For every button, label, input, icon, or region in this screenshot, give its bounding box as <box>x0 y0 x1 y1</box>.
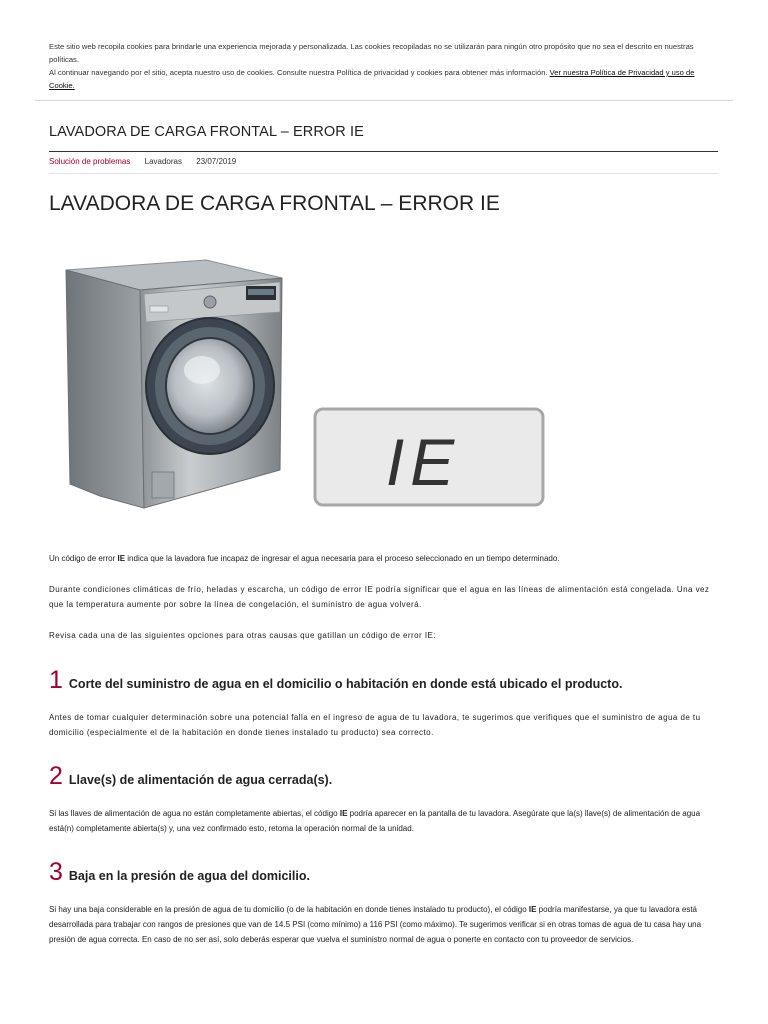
step-3-number: 3 <box>49 858 63 886</box>
step-2-heading-row <box>49 764 332 789</box>
step-2-number: 2 <box>49 762 63 790</box>
step-3-heading: Baja en la presión de agua del domicilio. <box>68 869 310 883</box>
cookie-text-2-body: Al continuar navegando por el sitio, acepta nuestro uso de cookies. Consulte nuestra Política de privacidad y cookies para obtener más información. <box>49 68 548 77</box>
causes-paragraph: Revisa cada una de las siguientes opciones para otras causas que gatillan un código de error IE: <box>49 631 436 640</box>
intro-paragraph <box>49 551 717 566</box>
step-2-text-before: Si las llaves de alimentación de agua no están completamente abiertas, el código <box>49 809 340 818</box>
article-meta <box>49 156 248 168</box>
washer-image <box>60 258 292 514</box>
step-1-heading: Corte del suministro de agua en el domicilio o habitación en donde está ubicado el producto. <box>68 677 623 691</box>
cookie-text-2 <box>49 66 709 92</box>
privacy-policy-link[interactable]: Ver nuestra Política de Privacidad y uso de Cookie. <box>49 68 695 90</box>
intro-code: IE <box>117 554 126 563</box>
step-2-heading: Llave(s) de alimentación de agua cerrada(s). <box>68 773 333 787</box>
step-2-text-after: podría aparecer en la pantalla de tu lavadora. Asegúrate que la(s) llave(s) de alimentación de agua está(n) completamente abierta(s) y, una vez confirmado esto, retoma la operación normal de la unidad. <box>49 809 701 833</box>
category-link[interactable]: Solución de problemas <box>49 157 131 166</box>
step-2-code: IE <box>339 809 348 818</box>
intro-text-before: Un código de error <box>49 554 118 563</box>
step-3-text <box>49 902 717 947</box>
cookie-text-1: Este sitio web recopila cookies para brindarle una experiencia mejorada y personalizada. Las cookies recopiladas no se utilizarán para ningún otro propósito que no sea el descrito en nuestras políticas. <box>49 42 694 64</box>
cookie-divider <box>35 100 733 101</box>
error-display-image <box>313 407 545 507</box>
frost-paragraph: Durante condiciones climáticas de frío, heladas y escarcha, un código de error IE podría significar que el agua en las líneas de alimentación está congelada. Una vez que la temperatura aumente por sobre la línea de congelación, el suministro de agua volverá. <box>49 585 710 609</box>
subcategory-link[interactable]: Lavadoras <box>144 157 182 166</box>
meta-divider <box>49 173 718 174</box>
article-title: LAVADORA DE CARGA FRONTAL – ERROR IE <box>49 192 500 215</box>
display-code: IE <box>385 425 461 499</box>
step-1-text: Antes de tomar cualquier determinación sobre una potencial falla en el ingreso de agua de tu lavadora, te sugerimos que verifiques que el suministro de agua de tu domicilio (especialmente el de la habitación en donde tienes instalado tu producto) sea correcto. <box>49 713 701 737</box>
step-1-heading-row <box>49 668 622 693</box>
page-header-title: LAVADORA DE CARGA FRONTAL – ERROR IE <box>49 124 364 140</box>
step-3-text-after: podría manifestarse, ya que tu lavadora está desarrollada para trabajar con rangos de presiones que van de 14.5 PSI (como mínimo) a 116 PSI (como máximo). Te sugerimos verificar si en otras tomas de agua de tu casa hay una presión de agua correcta. En caso de no ser así, solo deberás esperar que vuelva el suministro normal de agua o ponerte en contacto con tu proveedor de servicios. <box>49 905 702 944</box>
step-3-code: IE <box>528 905 537 914</box>
cookie-notice <box>49 40 709 92</box>
intro-text-after: indica que la lavadora fue incapaz de ingresar el agua necesaria para el proceso seleccionado en un tiempo determinado. <box>125 554 560 563</box>
step-3-text-before: Si hay una baja considerable en la presión de agua de tu domicilio (o de la habitación en donde tienes instalado tu producto), el código <box>49 905 529 914</box>
step-2-text <box>49 806 717 836</box>
step-3-heading-row <box>49 860 310 885</box>
step-1-number: 1 <box>49 666 63 694</box>
header-divider <box>49 151 718 152</box>
publish-date: 23/07/2019 <box>196 157 237 166</box>
